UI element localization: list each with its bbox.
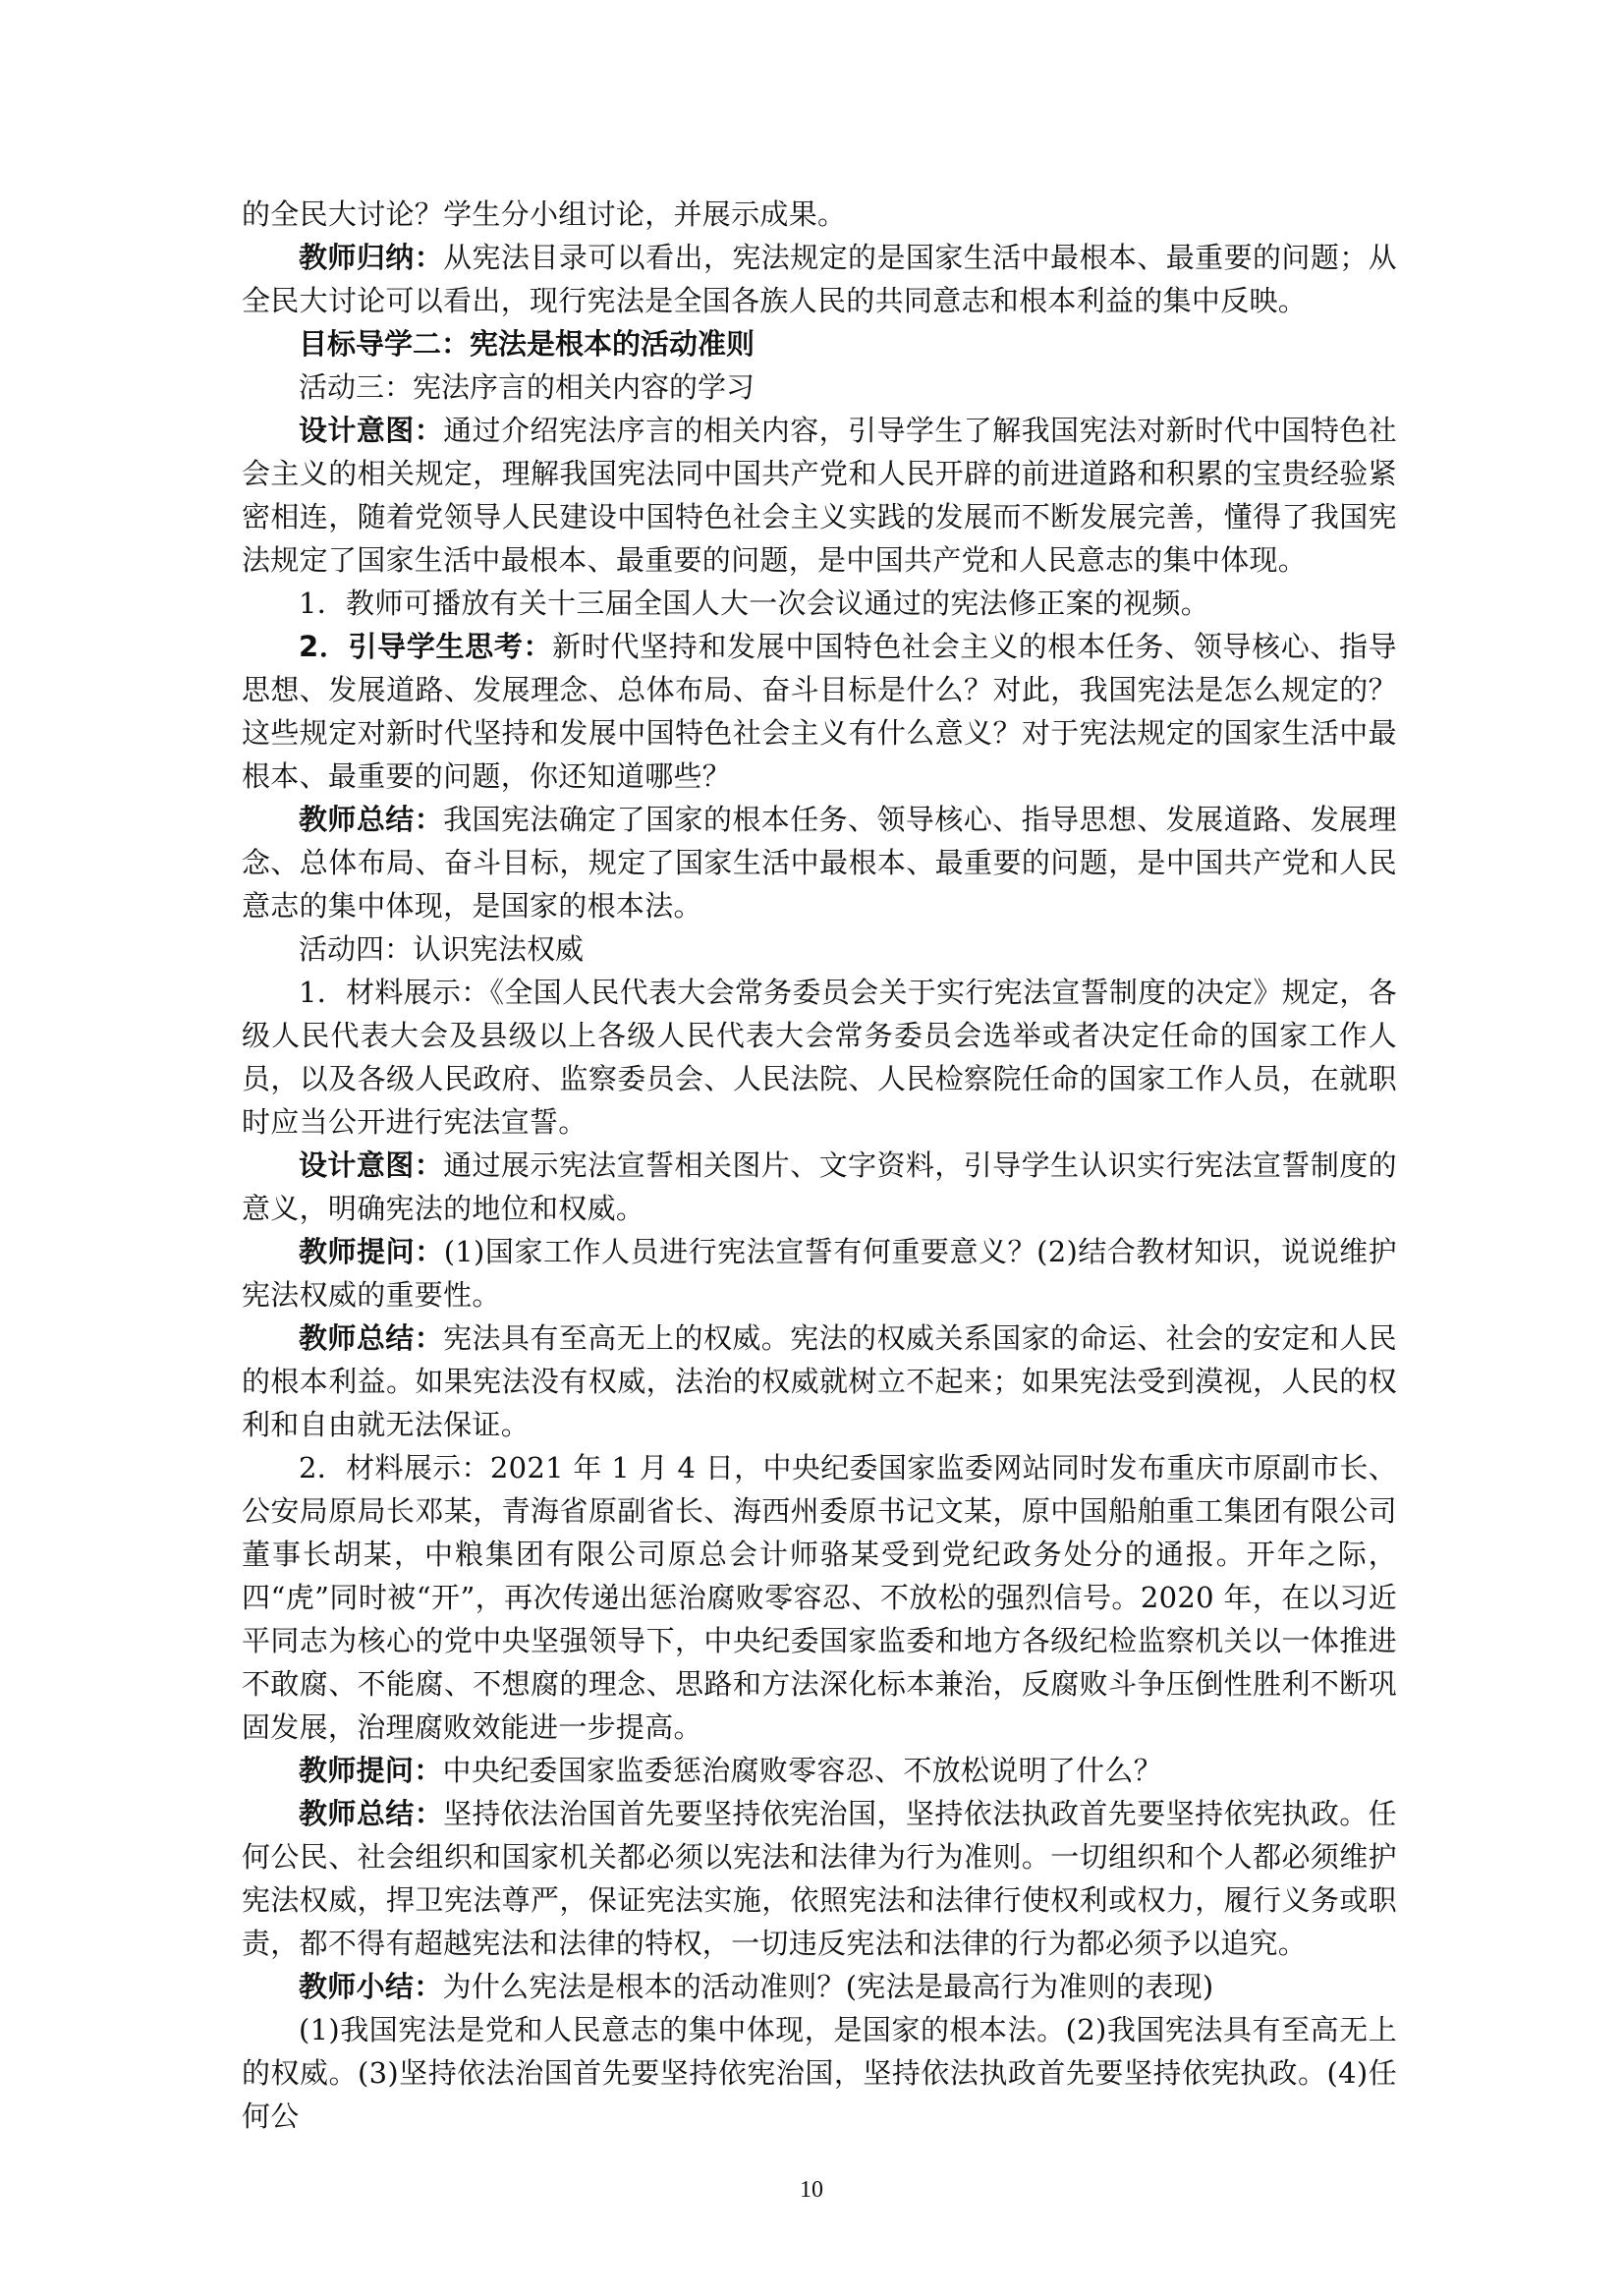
paragraph-conclusion-points <box>242 2008 1397 2138</box>
paragraph-design-intent-2 <box>242 1144 1397 1230</box>
paragraph-teacher-summary-2 <box>242 798 1397 927</box>
page-number: 10 <box>800 2177 823 2203</box>
paragraph-text: 1．材料展示：《全国人民代表大会常务委员会关于实行宪法宣誓制度的决定》规定，各级人民代表大会及县级以上各级人民代表大会常务委员会选举或者决定任命的国家工作人员，以及各级人民政府、监察委员会、人民法院、人民检察院任命的国家工作人员，在就职时应当公开进行宪法宣誓。 <box>242 976 1397 1139</box>
paragraph-step-2 <box>242 625 1397 798</box>
activity-heading-four <box>242 927 1397 971</box>
paragraph-teacher-question-2 <box>242 1749 1397 1792</box>
paragraph-lead: 教师提问： <box>299 1235 444 1268</box>
paragraph-teacher-question-1 <box>242 1230 1397 1316</box>
paragraph-text: 2．材料展示：2021 年 1 月 4 日，中央纪委国家监委网站同时发布重庆市原副市长、公安局原局长邓某，青海省原副省长、海西州委原书记文某，原中国船舶重工集团有限公司董事长胡某，中粮集团有限公司原总会计师骆某受到党纪政务处分的通报。开年之际，四“虎”同时被“开”，再次传递出惩治腐败零容忍、不放松的强烈信号。2020 年，在以习近平同志为核心的党中央坚强领导下，中央纪委国家监委和地方各级纪检监察机关以一体推进不敢腐、不能腐、不想腐的理念、思路和方法深化标本兼治，反腐败斗争压倒性胜利不断巩固发展，治理腐败效能进一步提高。 <box>242 1451 1397 1744</box>
paragraph-lead: 教师小结： <box>299 1970 443 2003</box>
paragraph-lead: 教师总结： <box>299 803 444 836</box>
paragraph-teacher-summary-4 <box>242 1792 1397 1965</box>
paragraph-text: 我国宪法确定了国家的根本任务、领导核心、指导思想、发展道路、发展理念、总体布局、奋斗目标，规定了国家生活中最根本、最重要的问题，是中国共产党和人民意志的集中体现，是国家的根本法。 <box>242 803 1397 923</box>
paragraph-material-2 <box>242 1446 1397 1749</box>
paragraph-text: 通过展示宪法宣誓相关图片、文字资料，引导学生认识实行宪法宣誓制度的意义，明确宪法的地位和权威。 <box>242 1148 1397 1225</box>
document-body <box>242 193 1397 2138</box>
paragraph-text: (1)国家工作人员进行宪法宣誓有何重要意义？(2)结合教材知识，说说维护宪法权威的重要性。 <box>242 1235 1397 1312</box>
paragraph-lead: 教师总结： <box>299 1321 444 1355</box>
paragraph-step-1 <box>242 582 1397 625</box>
paragraph-lead: 设计意图： <box>299 1148 444 1182</box>
paragraph-text: 新时代坚持和发展中国特色社会主义的根本任务、领导核心、指导思想、发展道路、发展理念、总体布局、奋斗目标是什么？对此，我国宪法是怎么规定的？这些规定对新时代坚持和发展中国特色社会主义有什么意义？对于宪法规定的国家生活中最根本、最重要的问题，你还知道哪些？ <box>242 630 1397 793</box>
paragraph-continuation <box>242 193 1397 236</box>
paragraph-text: 的全民大讨论？学生分小组讨论，并展示成果。 <box>242 197 847 231</box>
paragraph-lead: 2．引导学生思考： <box>299 630 553 663</box>
paragraph-text: 宪法具有至高无上的权威。宪法的权威关系国家的命运、社会的安定和人民的根本利益。如果宪法没有权威，法治的权威就树立不起来；如果宪法受到漠视，人民的权利和自由就无法保证。 <box>242 1321 1397 1441</box>
paragraph-lead: 教师提问： <box>299 1754 443 1787</box>
paragraph-teacher-summary-3 <box>242 1316 1397 1446</box>
paragraph-material-1 <box>242 971 1397 1144</box>
activity-text: 活动三：宪法序言的相关内容的学习 <box>299 370 756 404</box>
paragraph-text: 为什么宪法是根本的活动准则？(宪法是最高行为准则的表现) <box>442 1970 1214 2003</box>
paragraph-teacher-summary-1 <box>242 236 1397 322</box>
paragraph-design-intent-1 <box>242 409 1397 582</box>
paragraph-text: 坚持依法治国首先要坚持依宪治国，坚持依法执政首先要坚持依宪执政。任何公民、社会组织和国家机关都必须以宪法和法律为行为准则。一切组织和个人都必须维护宪法权威，捍卫宪法尊严，保证宪法实施，依照宪法和法律行使权利或权力，履行义务或职责，都不得有超越宪法和法律的特权，一切违反宪法和法律的行为都必须予以追究。 <box>242 1797 1397 1960</box>
paragraph-lead: 教师总结： <box>299 1797 444 1830</box>
section-heading-goal-two <box>242 322 1397 365</box>
heading-text: 目标导学二：宪法是根本的活动准则 <box>299 327 756 361</box>
paragraph-text: 中央纪委国家监委惩治腐败零容忍、不放松说明了什么？ <box>442 1754 1163 1787</box>
activity-text: 活动四：认识宪法权威 <box>299 932 585 966</box>
paragraph-text: 通过介绍宪法序言的相关内容，引导学生了解我国宪法对新时代中国特色社会主义的相关规定，理解我国宪法同中国共产党和人民开辟的前进道路和积累的宝贵经验紧密相连，随着党领导人民建设中国特色社会主义实践的发展而不断发展完善，懂得了我国宪法规定了国家生活中最根本、最重要的问题，是中国共产党和人民意志的集中体现。 <box>242 414 1397 577</box>
paragraph-text: 从宪法目录可以看出，宪法规定的是国家生活中最根本、最重要的问题；从全民大讨论可以看出，现行宪法是全国各族人民的共同意志和根本利益的集中反映。 <box>242 241 1397 317</box>
paragraph-lead: 设计意图： <box>299 414 444 447</box>
paragraph-teacher-conclusion <box>242 1965 1397 2008</box>
paragraph-text: (1)我国宪法是党和人民意志的集中体现，是国家的根本法。(2)我国宪法具有至高无上的权威。(3)坚持依法治国首先要坚持依宪治国，坚持依法执政首先要坚持依宪执政。(4)任何公 <box>242 2013 1397 2133</box>
paragraph-lead: 教师归纳： <box>299 241 444 274</box>
paragraph-text: 1．教师可播放有关十三届全国人大一次会议通过的宪法修正案的视频。 <box>299 587 1210 620</box>
activity-heading-three <box>242 365 1397 409</box>
